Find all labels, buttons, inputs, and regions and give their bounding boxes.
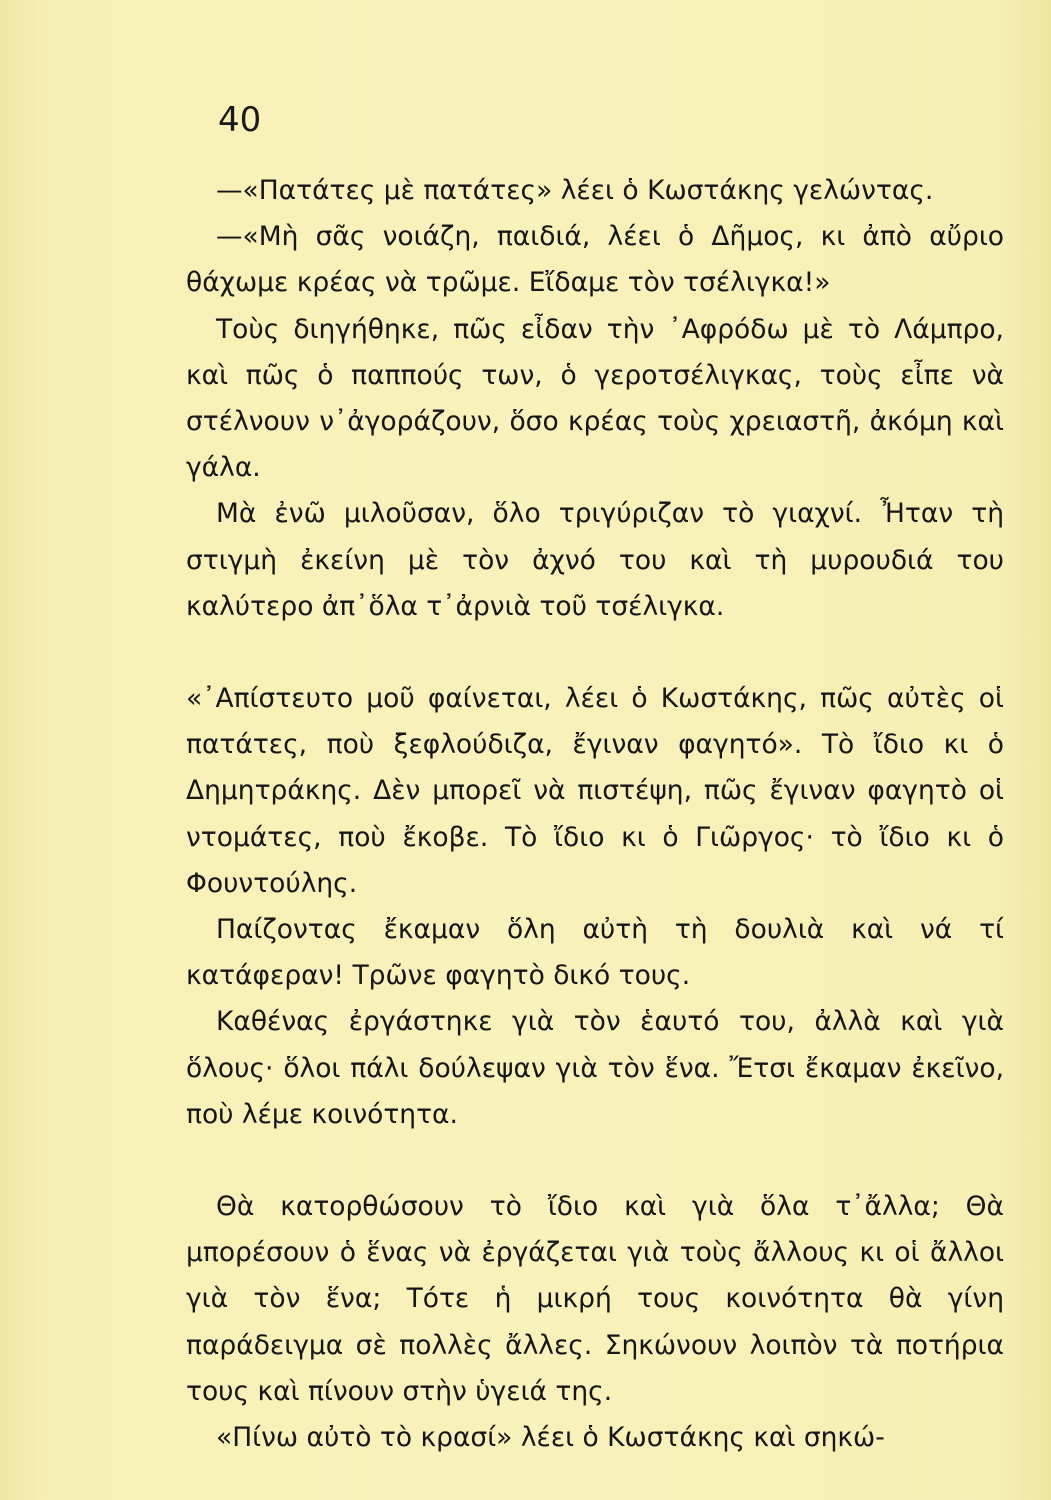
paragraph-3: Τοὺς διηγήθηκε, πῶς εἶδαν τὴν ᾿Αφρόδω μὲ τὸ Λάμπρο, καὶ πῶς ὁ παππούς των, ὁ γεροτσέλιγκας, τοὺς εἶπε νὰ στέλνουν ν᾿ἀγοράζουν, ὅσο κρέας τοὺς χρειαστῆ, ἀκόμη καὶ γάλα. [186,313,1004,484]
paragraph-7: Καθένας ἐργάστηκε γιὰ τὸν ἑαυτό του, ἀλλὰ καὶ γιὰ ὅλους· ὅλοι πάλι δούλεψαν γιὰ τὸν ἕνα. Ἔτσι ἔκαμαν ἐκεῖνο, ποὺ λέμε κοινότητα. [186,1006,1004,1130]
page-number: 40 [218,100,262,140]
body-text [186,168,1004,1461]
paragraph-8: Θὰ κατορθώσουν τὸ ἴδιο καὶ γιὰ ὅλα τ᾿ἄλλα; Θὰ μπορέσουν ὁ ἕνας νὰ ἐργάζεται γιὰ τοὺς ἄλλους κι οἱ ἄλλοι γιὰ τὸν ἕνα; Τότε ἡ μικρή τους κοινότητα θὰ γίνη παράδειγμα σὲ πολλὲς ἄλλες. Σηκώνουν λοιπὸν τὰ ποτήρια τους καὶ πίνουν στὴν ὑγειά της. [186,1191,1004,1407]
paragraph-5: «᾿Απίστευτο μοῦ φαίνεται, λέει ὁ Κωστάκης, πῶς αὐτὲς οἱ πατάτες, ποὺ ξεφλούδιζα, ἔγιναν φαγητό». Τὸ ἴδιο κι ὁ Δημητράκης. Δὲν μπορεῖ νὰ πιστέψη, πῶς ἔγιναν φαγητὸ οἱ ντομάτες, ποὺ ἔκοβε. Τὸ ἴδιο κι ὁ Γιῶργος· τὸ ἴδιο κι ὁ Φουντούλης. [186,683,1004,899]
paragraph-2: —«Μὴ σᾶς νοιάζη, παιδιά, λέει ὁ Δῆμος, κι ἀπὸ αὔριο θάχωμε κρέας νὰ τρῶμε. Εἴδαμε τὸν τσέλιγκα!» [186,221,1004,299]
paragraph-6: Παίζοντας ἔκαμαν ὅλη αὐτὴ τὴ δουλιὰ καὶ νά τί κατάφεραν! Τρῶνε φαγητὸ δικό τους. [186,914,1004,992]
paragraph-1: —«Πατάτες μὲ πατάτες» λέει ὁ Κωστάκης γελώντας. [216,175,934,206]
paragraph-9: «Πίνω αὐτὸ τὸ κρασί» λέει ὁ Κωστάκης καὶ σηκώ- [216,1422,885,1454]
paragraph-4: Μὰ ἐνῶ μιλοῦσαν, ὅλο τριγύριζαν τὸ γιαχνί. Ἦταν τὴ στιγμὴ ἐκείνη μὲ τὸν ἀχνό του καὶ τὴ μυρουδιά του καλύτερο ἀπ᾿ὅλα τ᾿ἀρνιὰ τοῦ τσέλιγκα. [186,498,1004,622]
